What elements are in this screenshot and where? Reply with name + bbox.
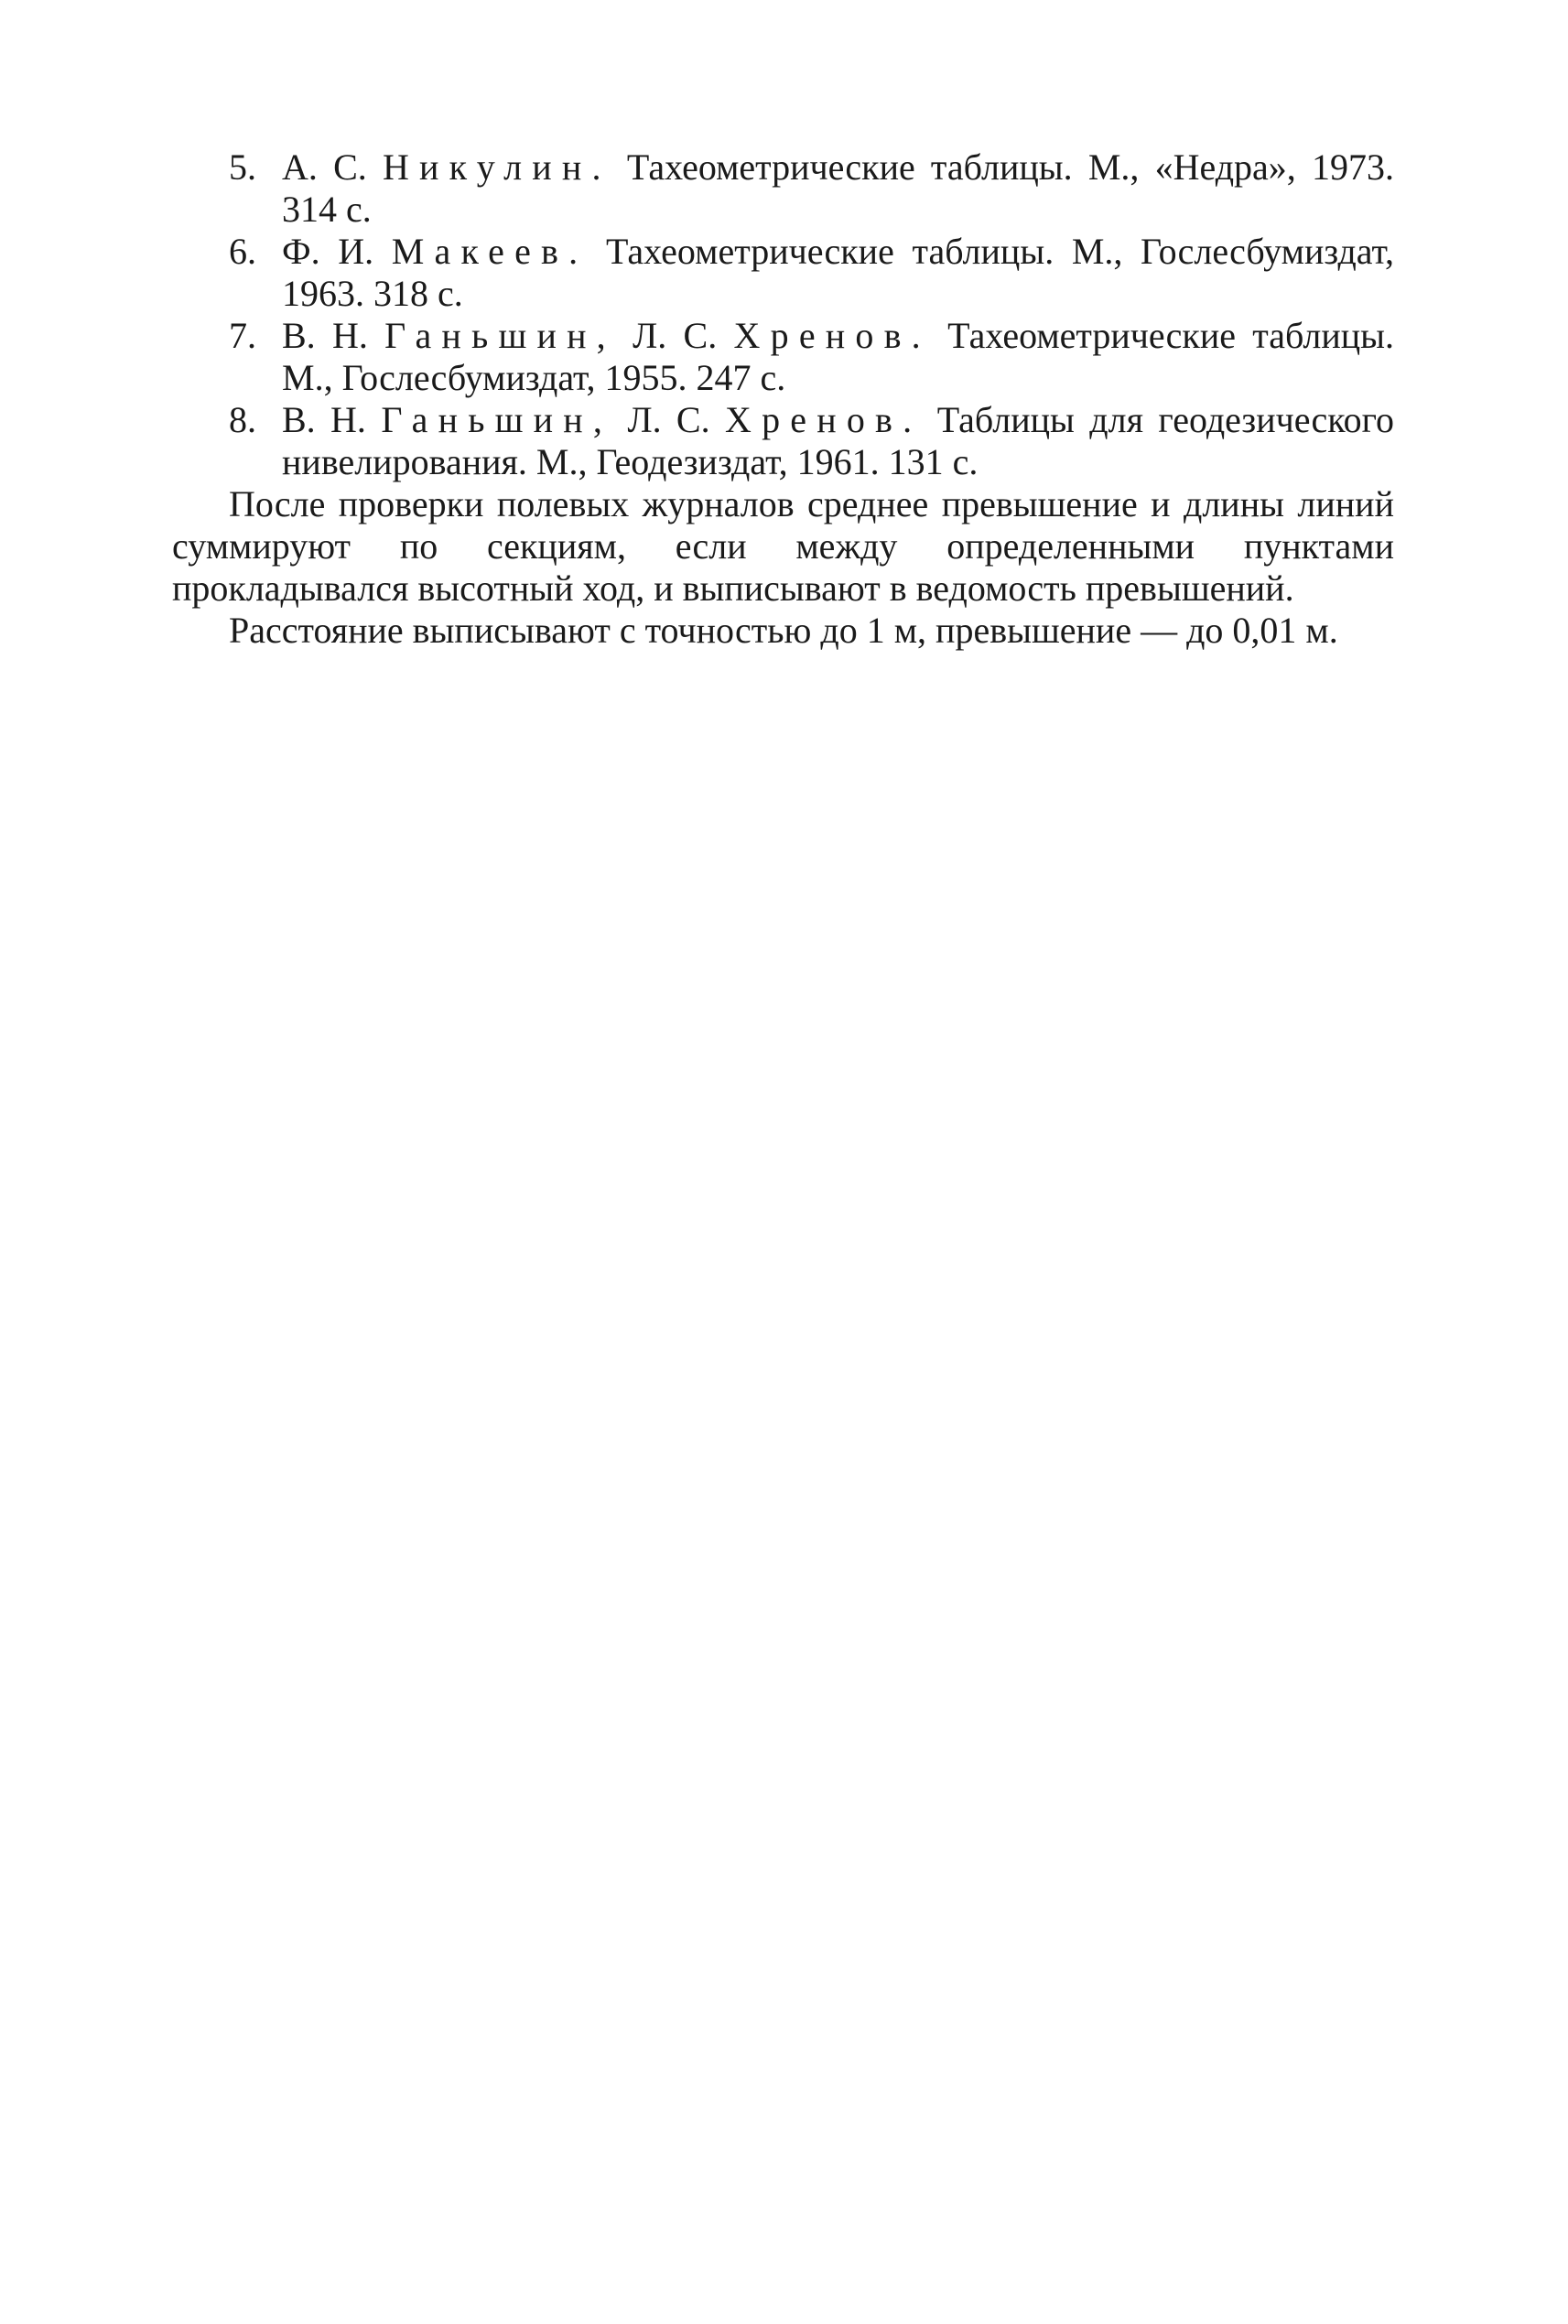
author-initials: А. С.: [282, 146, 367, 188]
reference-number: 5.: [229, 146, 256, 188]
author-name: Никулин.: [382, 146, 611, 188]
reference-text: Тахеометрические таблицы. М., Гослесбумиздат, 1963. 318 с.: [282, 231, 1394, 314]
coauthor-name: Хренов.: [724, 399, 923, 440]
author-name: Макеев.: [391, 231, 589, 272]
reference-item: [172, 231, 1394, 315]
reference-number: 6.: [229, 231, 256, 272]
author-name: Ганьшин,: [384, 315, 616, 356]
coauthor-initials: Л. С.: [627, 399, 710, 440]
reference-text: Тахеометрические таблицы. М., Гослесбумиздат, 1955. 247 с.: [282, 315, 1395, 398]
coauthor-initials: Л. С.: [633, 315, 718, 356]
reference-item: [172, 399, 1394, 483]
document-page: [172, 146, 1394, 652]
coauthor-name: Хренов.: [733, 315, 931, 356]
reference-list: [172, 146, 1394, 483]
body-paragraph: После проверки полевых журналов среднее превышение и длины линий суммируют по секциям, если между определенными пунктами прокладывался высотный ход, и выписывают в ведомость превышений.: [172, 483, 1394, 609]
author-name: Ганьшин,: [381, 399, 613, 440]
body-paragraph: Расстояние выписывают с точностью до 1 м, превышение — до 0,01 м.: [229, 610, 1338, 651]
author-initials: В. Н.: [282, 399, 366, 440]
author-initials: Ф. И.: [282, 231, 374, 272]
reference-number: 7.: [229, 315, 256, 356]
reference-item: [172, 315, 1394, 399]
reference-text: Таблицы для геодезического нивелирования. М., Геодезиздат, 1961. 131 с.: [282, 399, 1395, 482]
reference-item: [172, 146, 1394, 231]
reference-text: Тахеометрические таблицы. М., «Недра», 1973. 314 с.: [282, 146, 1394, 230]
author-initials: В. Н.: [282, 315, 368, 356]
reference-number: 8.: [229, 399, 256, 440]
